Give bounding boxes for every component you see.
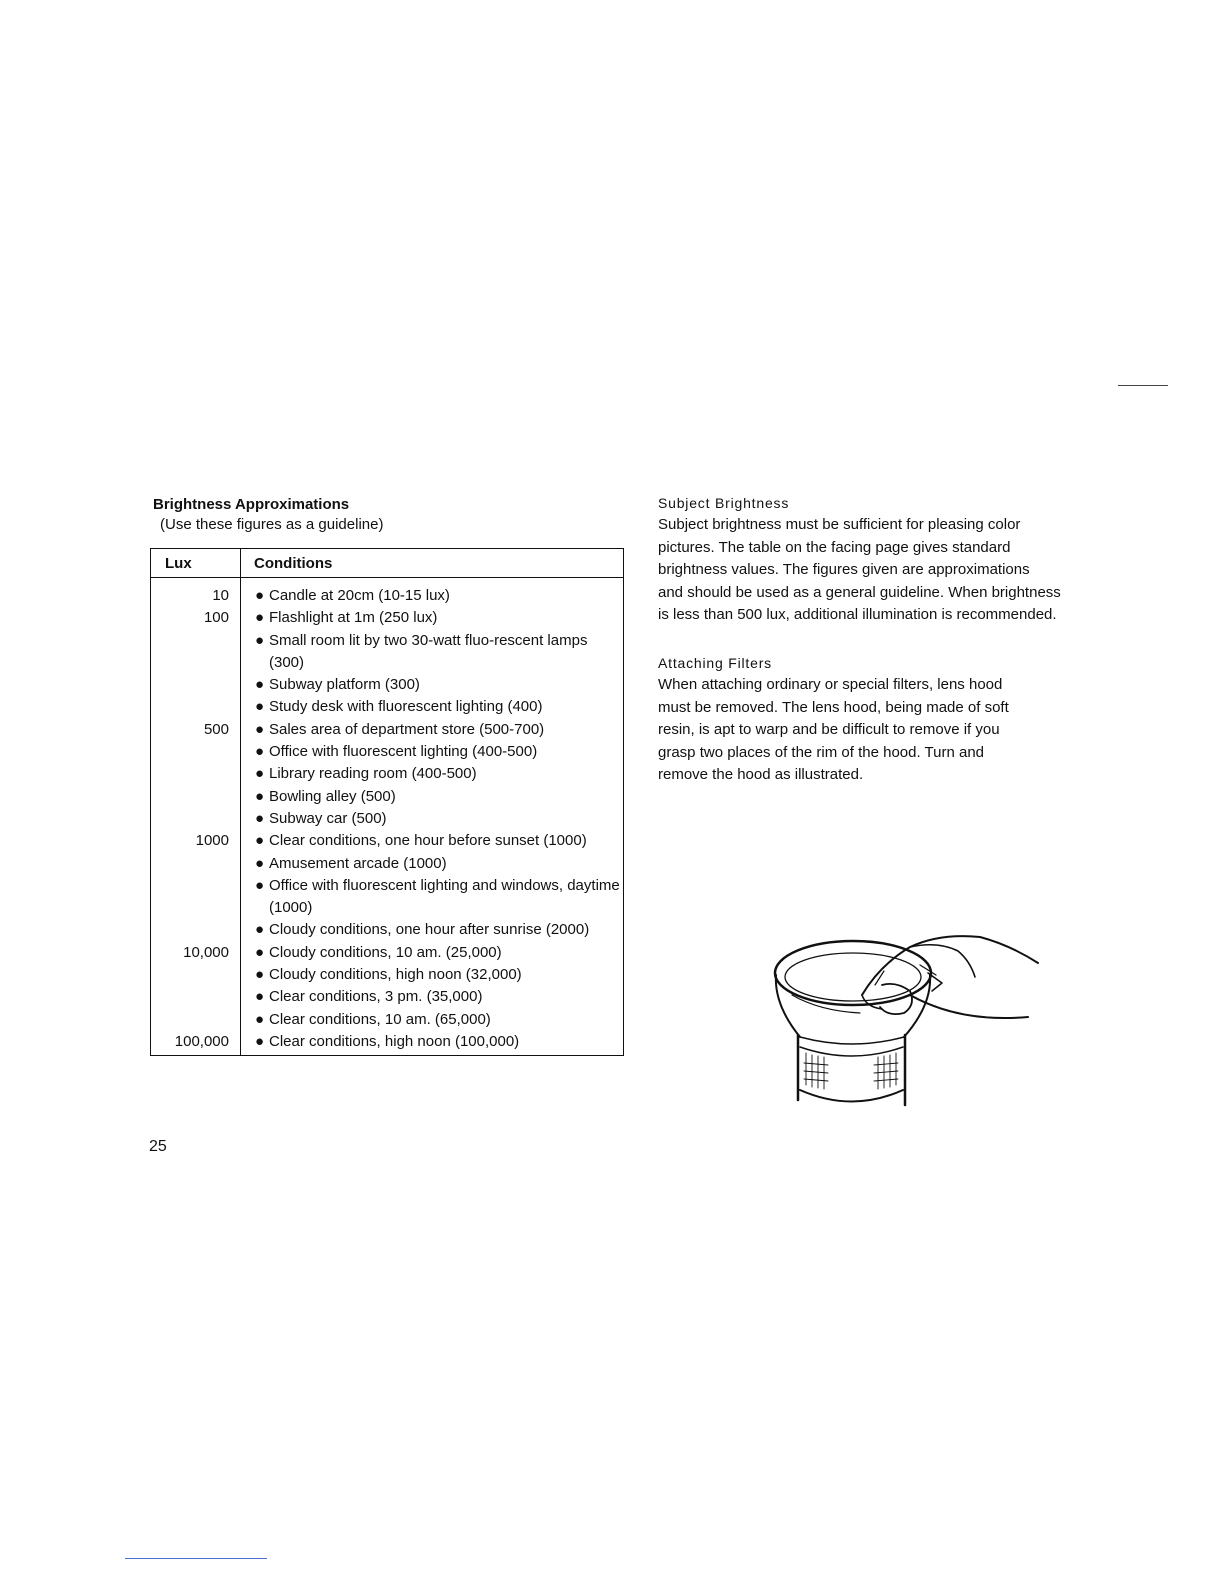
condition-item [255,585,623,607]
bullet-icon: ● [255,1010,265,1028]
condition-item [255,875,623,920]
bullet-icon: ● [255,921,265,939]
lux-value: 100 [151,607,241,718]
condition-item [255,674,623,696]
bullet-icon: ● [255,966,265,984]
condition-item [255,763,623,785]
condition-text: Office with fluorescent lighting and windows, daytime (1000) [269,876,620,917]
table-body [151,578,624,1056]
condition-text: Sales area of department store (500-700) [269,720,545,738]
lux-value: 100,000 [151,1031,241,1056]
bullet-icon: ● [255,587,265,604]
lux-value: 10 [151,578,241,608]
bullet-icon: ● [255,698,265,716]
table-row [151,1031,624,1056]
page-number: 25 [149,1138,167,1155]
condition-item [255,830,623,852]
table-title: Brightness Approximations [153,496,350,513]
bullet-icon: ● [255,787,265,805]
condition-text: Clear conditions, 10 am. (65,000) [269,1010,491,1028]
condition-item [255,808,623,830]
conditions-cell [241,578,624,608]
bullet-icon: ● [255,832,265,850]
bullet-icon: ● [255,854,265,872]
attaching-filters-body: When attaching ordinary or special filters, lens hood must be removed. The lens hood, being made of soft resin, is apt to warp and be difficult to remove if you grasp two places of the rim of the hood. Turn and remove the hood as illustrated. [658,676,1009,784]
condition-item [255,630,623,675]
table-row [151,578,624,608]
lux-value: 1000 [151,830,241,941]
table-row [151,942,624,1031]
lens-hood-removal-illustration [770,925,1050,1115]
bullet-icon: ● [255,943,265,961]
bullet-icon: ● [255,631,265,649]
condition-text: Clear conditions, high noon (100,000) [269,1032,520,1050]
bullet-icon: ● [255,765,265,783]
conditions-cell [241,719,624,830]
condition-text: Cloudy conditions, one hour after sunrise (2000) [269,921,590,939]
condition-item [255,741,623,763]
condition-item [255,964,623,986]
condition-text: Subway platform (300) [269,676,420,694]
condition-item [255,719,623,741]
condition-text: Candle at 20cm (10-15 lux) [269,587,450,604]
bullet-icon: ● [255,988,265,1006]
bullet-icon: ● [255,743,265,761]
condition-text: Bowling alley (500) [269,787,396,805]
condition-item [255,607,623,629]
condition-item [255,786,623,808]
condition-text: Cloudy conditions, high noon (32,000) [269,966,522,984]
lux-value: 10,000 [151,942,241,1031]
condition-item [255,986,623,1008]
table-subtitle: (Use these figures as a guideline) [160,516,384,533]
condition-text: Clear conditions, one hour before sunset (1000) [269,832,587,850]
lux-column-header: Lux [151,549,241,578]
bullet-icon: ● [255,609,265,627]
bottom-rule [125,1558,267,1559]
conditions-column-header: Conditions [241,549,624,578]
condition-text: Cloudy conditions, 10 am. (25,000) [269,943,502,961]
condition-item [255,919,623,941]
condition-text: Clear conditions, 3 pm. (35,000) [269,988,483,1006]
condition-item [255,696,623,718]
condition-text: Subway car (500) [269,809,387,827]
conditions-cell [241,830,624,941]
condition-text: Amusement arcade (1000) [269,854,447,872]
bullet-icon: ● [255,809,265,827]
lux-value: 500 [151,719,241,830]
condition-item [255,942,623,964]
brightness-table [150,548,624,1056]
bullet-icon: ● [255,720,265,738]
table-header-row [151,549,624,578]
condition-text: Small room lit by two 30-watt fluo-rescent lamps (300) [269,631,588,671]
condition-text: Library reading room (400-500) [269,765,477,783]
bullet-icon: ● [255,1032,265,1050]
table-row [151,607,624,718]
condition-text: Study desk with fluorescent lighting (400) [269,698,543,716]
table-row [151,719,624,830]
subject-brightness-body: Subject brightness must be sufficient for pleasing color pictures. The table on the facing page gives standard brightness values. The figures given are approximations and should be used as a general guideline. When brightness is less than 500 lux, additional illumination is recommended. [658,516,1061,624]
condition-text: Office with fluorescent lighting (400-500) [269,743,538,761]
top-right-rule [1118,385,1168,386]
conditions-cell [241,1031,624,1056]
bullet-icon: ● [255,676,265,694]
table-row [151,830,624,941]
subject-brightness-heading: Subject Brightness [658,495,790,511]
condition-text: Flashlight at 1m (250 lux) [269,609,438,627]
condition-item [255,1009,623,1031]
conditions-cell [241,607,624,718]
condition-item [255,1031,623,1053]
bullet-icon: ● [255,876,265,894]
conditions-cell [241,942,624,1031]
condition-item [255,853,623,875]
attaching-filters-heading: Attaching Filters [658,655,772,671]
